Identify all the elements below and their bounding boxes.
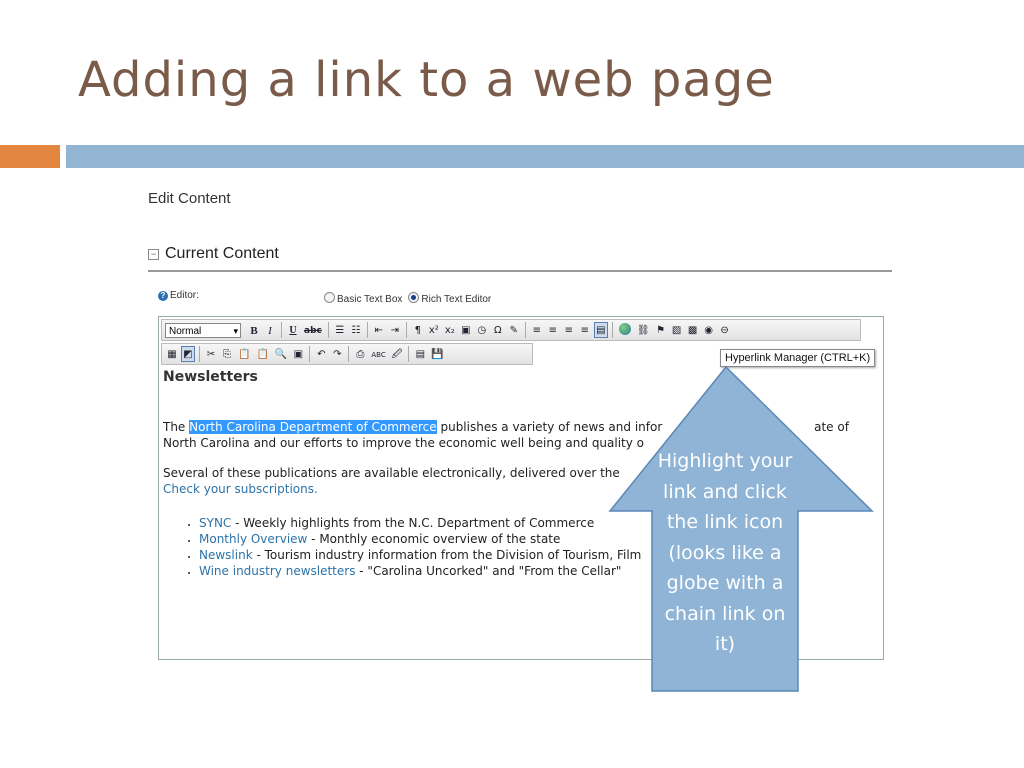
outdent-icon[interactable]: ⇤ xyxy=(374,325,384,336)
spell-icon[interactable]: ⊖ xyxy=(720,325,729,336)
media-manager-icon[interactable]: ▩ xyxy=(687,325,698,336)
ordered-list-icon[interactable]: ☰ xyxy=(335,325,345,336)
accent-bar-orange xyxy=(0,145,60,168)
list-item: ▪ SYNC - Weekly highlights from the N.C. Department of Commerce xyxy=(199,515,863,531)
editor-label: Editor: xyxy=(170,290,199,301)
list-item: ▪ Monthly Overview - Monthly economic overview of the state xyxy=(199,531,863,547)
subscript-icon[interactable]: x₂ xyxy=(444,325,455,336)
section-divider xyxy=(148,270,892,272)
list-item: ▪ Newslink - Tourism industry information from the Division of Tourism, Film xyxy=(199,547,863,563)
help-icon[interactable]: ? xyxy=(158,291,168,301)
basic-text-box-option[interactable]: Basic Text Box xyxy=(324,292,402,305)
highlight-icon[interactable]: ✎ xyxy=(509,325,519,336)
align-center-icon[interactable]: ≡ xyxy=(548,325,558,336)
html-mode-icon[interactable]: ▤ xyxy=(594,322,608,338)
select-icon[interactable]: ◩ xyxy=(181,346,195,362)
flash-manager-icon[interactable]: ◉ xyxy=(704,325,713,336)
insert-time-icon[interactable]: ◷ xyxy=(477,325,487,336)
hyperlink-manager-tooltip: Hyperlink Manager (CTRL+K) xyxy=(720,349,875,367)
wine-newsletters-link[interactable]: Wine industry newsletters xyxy=(199,564,356,578)
align-left-icon[interactable]: ≡ xyxy=(532,325,542,336)
copy-icon[interactable]: ⎘ xyxy=(223,349,231,360)
newslink-link[interactable]: Newslink xyxy=(199,548,253,562)
rich-text-editor-option[interactable]: Rich Text Editor xyxy=(408,292,491,305)
align-right-icon[interactable]: ≡ xyxy=(564,325,574,336)
paragraph-1: The North Carolina Department of Commerce publishes a variety of news and infor ate of North Carolina and our efforts to improve the economic well being and quality o xyxy=(163,420,849,450)
unordered-list-icon[interactable]: ☷ xyxy=(351,325,361,336)
save-icon[interactable]: 💾 xyxy=(431,349,444,360)
table-icon[interactable]: ▦ xyxy=(167,349,177,360)
toolbar-separator xyxy=(525,322,526,338)
toolbar-separator xyxy=(328,322,329,338)
current-content-header[interactable] xyxy=(148,245,279,263)
redo-icon[interactable]: ↷ xyxy=(333,349,342,360)
toolbar-separator xyxy=(406,322,407,338)
edit-content-heading: Edit Content xyxy=(148,190,231,207)
bold-button[interactable]: B xyxy=(250,325,258,337)
toolbar-row-2 xyxy=(161,343,533,365)
insert-date-icon[interactable]: ▣ xyxy=(461,325,471,336)
editor-mode-options xyxy=(324,292,491,305)
accent-bar-blue xyxy=(66,145,1024,168)
rich-radio[interactable] xyxy=(408,292,419,303)
indent-icon[interactable]: ⇥ xyxy=(390,325,400,336)
content-heading: Newsletters xyxy=(163,369,258,385)
section-title: Current Content xyxy=(165,245,279,262)
strikethrough-button[interactable]: abc xyxy=(304,326,322,336)
toolbar-separator xyxy=(309,346,310,362)
anchor-icon[interactable]: ⚑ xyxy=(656,325,666,336)
underline-button[interactable]: U xyxy=(289,325,297,336)
select-all-icon[interactable]: ▣ xyxy=(293,349,304,360)
superscript-icon[interactable]: x² xyxy=(428,325,439,336)
callout-text: Highlight your link and click the link icon (looks like a globe with a chain link on it) xyxy=(657,450,793,655)
toolbar-separator xyxy=(281,322,282,338)
format-select[interactable]: Normal ▾ xyxy=(165,323,241,338)
toolbar-separator xyxy=(367,322,368,338)
format-stripper-icon[interactable]: 🖉 xyxy=(391,349,403,360)
toolbar-separator xyxy=(408,346,409,362)
symbol-icon[interactable]: Ω xyxy=(494,325,502,336)
italic-button[interactable]: I xyxy=(268,325,272,337)
paragraph-icon[interactable]: ¶ xyxy=(414,325,422,336)
toolbar-separator xyxy=(199,346,200,362)
paste-options-icon[interactable]: 📋 xyxy=(256,349,269,360)
collapse-icon[interactable]: − xyxy=(148,249,159,260)
monthly-overview-link[interactable]: Monthly Overview xyxy=(199,532,308,546)
list-item: ▪ Wine industry newsletters - "Carolina Uncorked" and "From the Cellar" xyxy=(199,563,863,579)
basic-radio[interactable] xyxy=(324,292,335,303)
print-icon[interactable]: ⎙ xyxy=(356,349,365,360)
justify-icon[interactable]: ≡ xyxy=(580,325,590,336)
cut-icon[interactable]: ✂ xyxy=(206,349,216,360)
paste-icon[interactable]: 📋 xyxy=(238,349,251,360)
check-subscriptions-link[interactable]: Check your subscriptions. xyxy=(163,482,318,496)
paragraph-2: Several of these publications are available electronically, delivered over the Check your subscriptions. xyxy=(163,466,620,496)
spellcheck-icon[interactable]: ABC xyxy=(371,351,386,359)
selected-link-text[interactable]: North Carolina Department of Commerce xyxy=(189,420,437,434)
undo-icon[interactable]: ↶ xyxy=(317,349,326,360)
find-icon[interactable]: 🔍 xyxy=(274,349,288,360)
hyperlink-manager-icon[interactable] xyxy=(617,322,633,338)
toolbar-row-1 xyxy=(161,319,861,341)
remove-link-icon[interactable]: ⛓ xyxy=(636,325,650,336)
image-manager-icon[interactable]: ▨ xyxy=(671,325,682,336)
sync-link[interactable]: SYNC xyxy=(199,516,232,530)
toolbar-separator xyxy=(612,322,613,338)
editor-mode-row xyxy=(158,290,858,305)
toolbar-separator xyxy=(348,346,349,362)
template-icon[interactable]: ▤ xyxy=(415,349,426,360)
slide-title: Adding a link to a web page xyxy=(78,52,775,108)
globe-chain-icon xyxy=(619,323,631,335)
